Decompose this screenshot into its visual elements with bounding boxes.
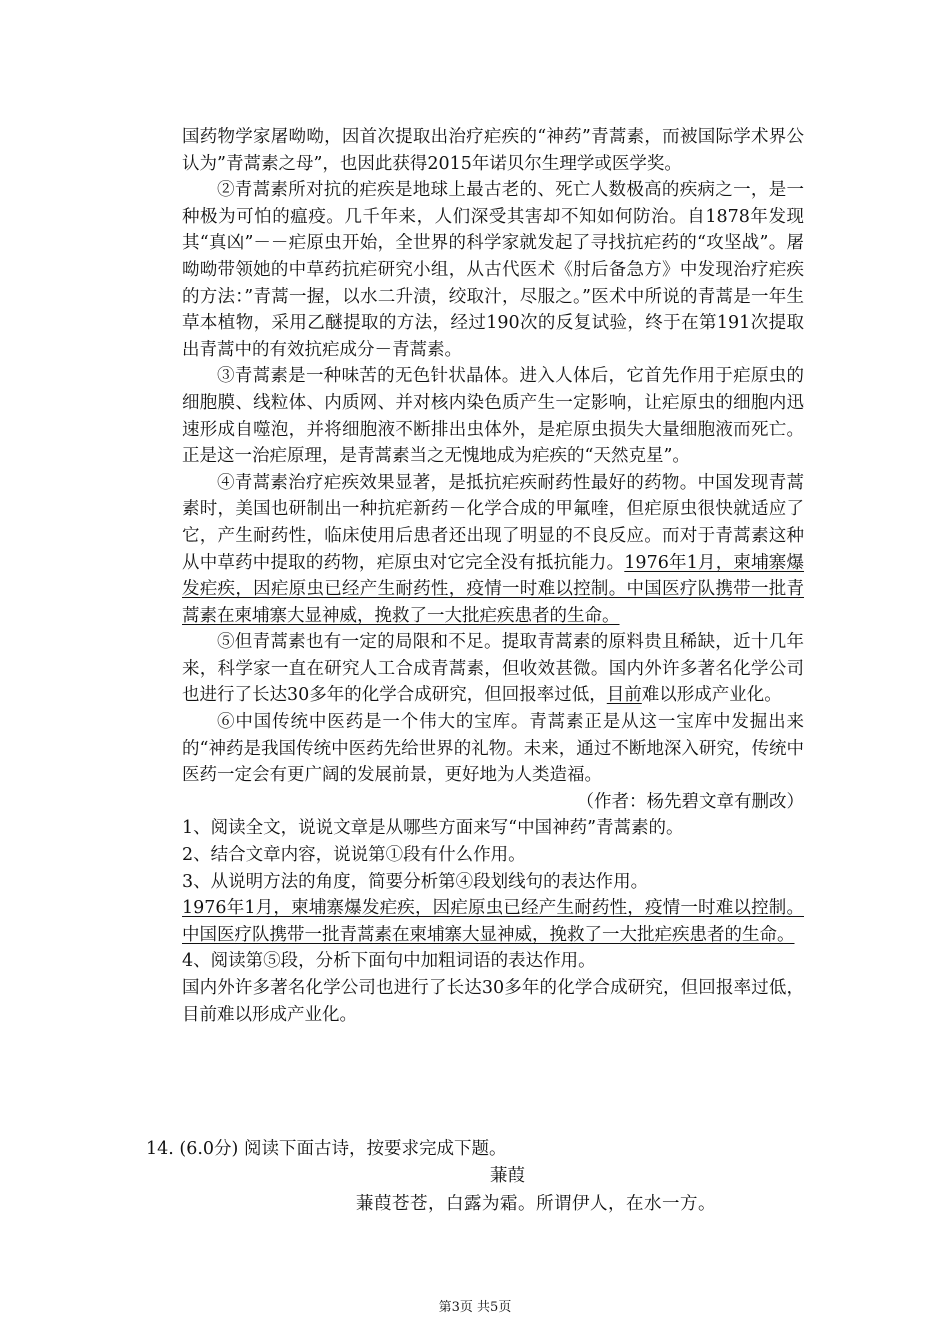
paragraph-5-marked-word: 目前 (606, 685, 642, 706)
question-3: 3、从说明方法的角度，简要分析第④段划线句的表达作用。 (182, 871, 649, 892)
question-4: 4、阅读第⑤段，分析下面句中加粗词语的表达作用。 (182, 951, 596, 972)
paragraph-4-underlined-sentence: 1976年1月，柬埔寨爆发疟疾，因疟原虫已经产生耐药性，疫情一时难以控制。中国医疗队携带一批青蒿素在柬埔寨大显神威，挽救了一大批疟疾患者的生命。 (182, 552, 805, 626)
paragraph-4-text: ④青蒿素治疗疟疾效果显著，是抵抗疟疾耐药性最好的药物。中国发现青蒿素时，美国也研制出一种抗疟新药－化学合成的甲氟喹，但疟原虫很快就适应了它，产生耐药性，临床使用后患者还出现了明显的不良反应。而对于青蒿素这种从中草药中提取的药物，疟原虫对它完全没有抵抗能力。 (182, 472, 804, 573)
paragraph-2: ②青蒿素所对抗的疟疾是地球上最古老的、死亡人数极高的疾病之一，是一种极为可怕的瘟疫。几千年来，人们深受其害却不知如何防治。自1878年发现其“真凶”－－疟原虫开始，全世界的科学家就发起了寻找抗疟药的“攻坚战”。屠呦呦带领她的中草药抗疟研究小组，从古代医术《肘后备急方》中发现治疗疟疾的方法：”青蒿一握，以水二升渍，绞取汁，尽服之。”医术中所说的青蒿是一年生草本植物，采用乙醚提取的方法，经过190次的反复试验，终于在第191次提取出青蒿中的有效抗疟成分－青蒿素。 (182, 180, 804, 360)
paragraph-5-text-after: 难以形成产业化。 (641, 685, 782, 706)
paragraph-6: ⑥中国传统中医药是一个伟大的宝库。青蒿素正是从这一宝库中发掘出来的“神药是我国传统中医药先给世界的礼物。未来，通过不断地深入研究，传统中医药一定会有更广阔的发展前景，更好地为人类造福。 (182, 712, 804, 786)
author-credit: （作者：杨先碧文章有删改） (576, 791, 804, 812)
paragraph-1-continued: 国药物学家屠呦呦，因首次提取出治疗疟疾的“神药”青蒿素，而被国际学术界公认为”青蒿素之母”，也因此获得2015年诺贝尔生理学或医学奖。 (182, 127, 804, 174)
paragraph-4 (182, 470, 804, 630)
question-1: 1、阅读全文，说说文章是从哪些方面来写“中国神药”青蒿素的。 (182, 818, 684, 839)
question-2: 2、结合文章内容，说说第①段有什么作用。 (182, 845, 526, 866)
paragraph-3: ③青蒿素是一种味苦的无色针状晶体。进入人体后，它首先作用于疟原虫的细胞膜、线粒体、内质网、并对核内染色质产生一定影响，让疟原虫的细胞内迅速形成自噬泡，并将细胞液不断排出虫体外，是疟原虫损失大量细胞液而死亡。正是这一治疟原理，是青蒿素当之无愧地成为疟疾的“天然克星”。 (182, 366, 804, 467)
paragraph-5 (182, 629, 804, 709)
poem-title: 蒹葭 (490, 1166, 525, 1186)
question-4-quote: 国内外许多著名化学公司也进行了长达30多年的化学合成研究，但回报率过低，目前难以形成产业化。 (182, 978, 804, 1025)
question-3-quote: 1976年1月，柬埔寨爆发疟疾，因疟原虫已经产生耐药性，疫情一时难以控制。中国医疗队携带一批青蒿素在柬埔寨大显神威，挽救了一大批疟疾患者的生命。 (182, 898, 804, 945)
paragraph-5-text-before: ⑤但青蒿素也有一定的局限和不足。提取青蒿素的原料贵且稀缺，近十几年来，科学家一直在研究人工合成青蒿素，但收效甚微。国内外许多著名化学公司也进行了长达30多年的化学合成研究，但回报率过低， (182, 632, 804, 706)
page-footer: 第3页 共5页 (438, 1300, 512, 1315)
question-14-header: 14. (6.0分) 阅读下面古诗，按要求完成下题。 (146, 1139, 507, 1159)
poem-line-1: 蒹葭苍苍，白露为霜。所谓伊人，在水一方。 (356, 1194, 716, 1214)
article-body (182, 124, 804, 1028)
